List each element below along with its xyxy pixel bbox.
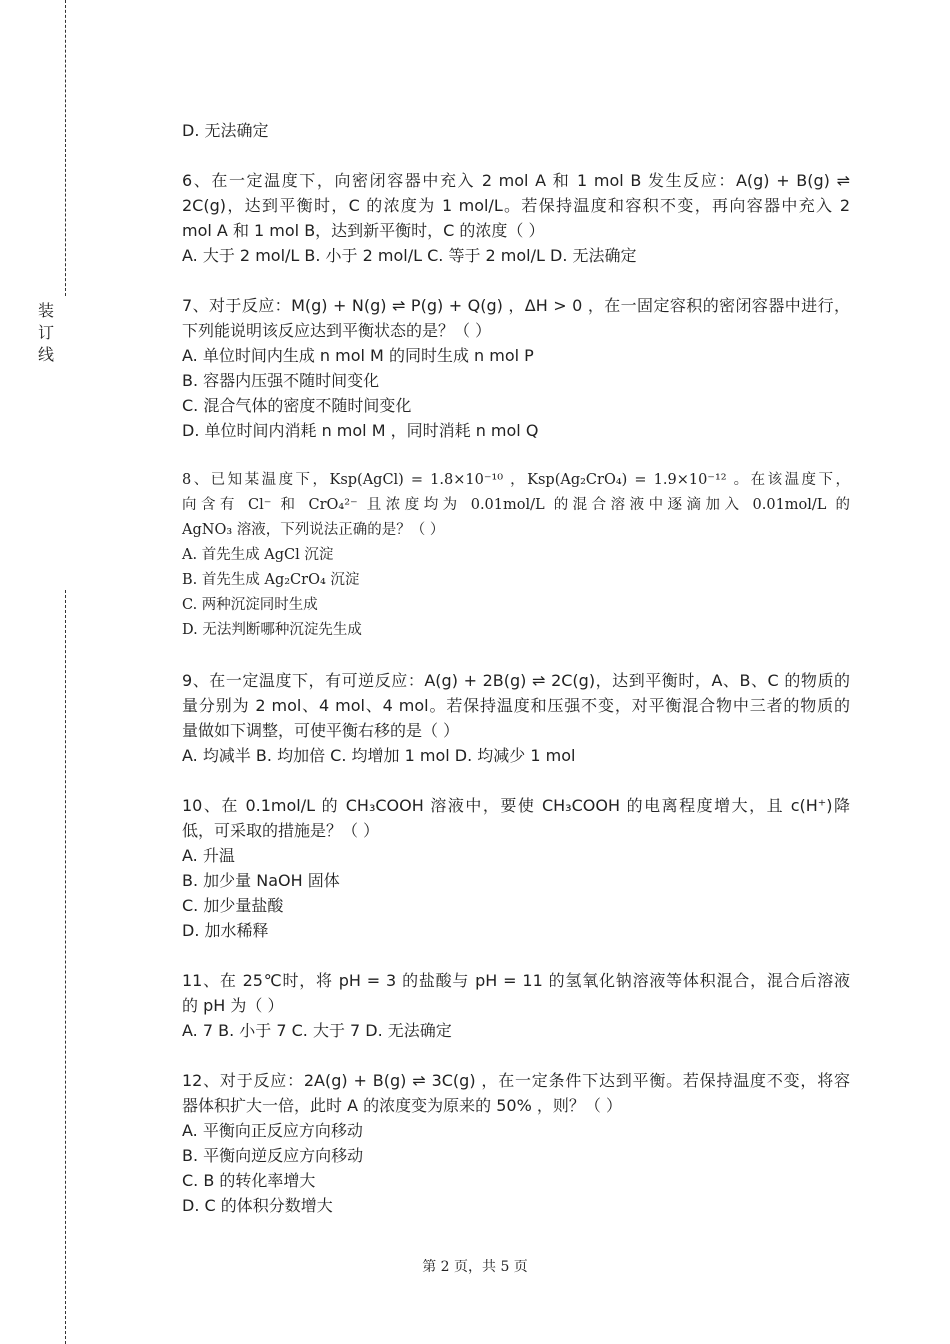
question-content [182, 118, 850, 1218]
option-line: A. 均减半 B. 均加倍 C. 均增加 1 mol D. 均减少 1 mol [182, 746, 576, 765]
binding-label-char: 线 [37, 345, 54, 364]
option-line: A. 大于 2 mol/L B. 小于 2 mol/L C. 等于 2 mol/L D. 无法确定 [182, 246, 637, 265]
question-line: 10、在 0.1mol/L 的 CH₃COOH 溶液中，要使 CH₃COOH 的电离程度增大，且 c(H⁺)降 [182, 796, 850, 815]
question-7 [182, 293, 850, 443]
binding-label [36, 300, 56, 366]
option-line: C. 两种沉淀同时生成 [182, 597, 318, 613]
option-line: A. 单位时间内生成 n mol M 的同时生成 n mol P [182, 346, 534, 365]
page-number: 第 2 页，共 5 页 [422, 1259, 528, 1275]
binding-line-top [65, 0, 66, 296]
option-line: D. C 的体积分数增大 [182, 1196, 333, 1215]
question-line: 下列能说明该反应达到平衡状态的是？（ ） [182, 321, 492, 340]
question-line: 量分别为 2 mol、4 mol、4 mol。若保持温度和压强不变，对平衡混合物中三者的物质的 [182, 696, 850, 715]
question-line: 12、对于反应：2A(g) + B(g) ⇌ 3C(g) ，在一定条件下达到平衡。若保持温度不变，将容 [182, 1071, 850, 1090]
option-line: B. 容器内压强不随时间变化 [182, 371, 380, 390]
option-line: C. 混合气体的密度不随时间变化 [182, 396, 412, 415]
option-line: A. 7 B. 小于 7 C. 大于 7 D. 无法确定 [182, 1021, 452, 1040]
question-line: mol A 和 1 mol B，达到新平衡时，C 的浓度（ ） [182, 221, 545, 240]
option-line: C. 加少量盐酸 [182, 896, 284, 915]
binding-label-char: 订 [37, 323, 54, 342]
question-line: 8、已知某温度下，Ksp(AgCl) = 1.8×10⁻¹⁰ ，Ksp(Ag₂CrO₄) = 1.9×10⁻¹² 。在该温度下， [182, 472, 850, 488]
question-line: 6、在一定温度下，向密闭容器中充入 2 mol A 和 1 mol B 发生反应：A(g) + B(g) ⇌ [182, 171, 850, 190]
question-line: 9、在一定温度下，有可逆反应：A(g) + 2B(g) ⇌ 2C(g)，达到平衡时，A、B、C 的物质的 [182, 671, 850, 690]
question-line: 低，可采取的措施是？（ ） [182, 821, 380, 840]
option-line: A. 首先生成 AgCl 沉淀 [182, 547, 334, 563]
question-line: 11、在 25℃时，将 pH = 3 的盐酸与 pH = 11 的氢氧化钠溶液等体积混合，混合后溶液 [182, 971, 850, 990]
option-line: D. 加水稀释 [182, 921, 269, 940]
option-line: B. 首先生成 Ag₂CrO₄ 沉淀 [182, 572, 360, 588]
question-11 [182, 968, 850, 1043]
option-line: D. 无法判断哪种沉淀先生成 [182, 622, 362, 638]
question-line: 器体积扩大一倍，此时 A 的浓度变为原来的 50% ，则？（ ） [182, 1096, 622, 1115]
option-line: D. 无法确定 [182, 121, 269, 140]
option-line: B. 平衡向逆反应方向移动 [182, 1146, 364, 1165]
binding-label-char: 装 [37, 301, 54, 320]
question-line: 7、对于反应：M(g) + N(g) ⇌ P(g) + Q(g) ，ΔH > 0 ，在一固定容积的密闭容器中进行， [182, 296, 850, 315]
option-line: A. 平衡向正反应方向移动 [182, 1121, 363, 1140]
question-line: 2C(g)，达到平衡时，C 的浓度为 1 mol/L。若保持温度和容积不变，再向容器中充入 2 [182, 196, 850, 215]
question-line: 的 pH 为（ ） [182, 996, 284, 1015]
question-line: AgNO₃ 溶液，下列说法正确的是？（ ） [182, 522, 445, 538]
question-9 [182, 668, 850, 768]
option-line: C. B 的转化率增大 [182, 1171, 316, 1190]
option-line: B. 加少量 NaOH 固体 [182, 871, 340, 890]
binding-line-bottom [65, 590, 66, 1344]
question-10 [182, 793, 850, 943]
option-line: D. 单位时间内消耗 n mol M ，同时消耗 n mol Q [182, 421, 539, 440]
question-line: 向含有 Cl⁻ 和 CrO₄²⁻ 且浓度均为 0.01mol/L 的混合溶液中逐滴加入 0.01mol/L 的 [182, 497, 850, 513]
question-12 [182, 1068, 850, 1218]
question-line: 量做如下调整，可使平衡右移的是（ ） [182, 721, 460, 740]
question-8 [182, 468, 850, 643]
option-line: A. 升温 [182, 846, 235, 865]
question-5-tail [182, 118, 850, 143]
question-6 [182, 168, 850, 268]
